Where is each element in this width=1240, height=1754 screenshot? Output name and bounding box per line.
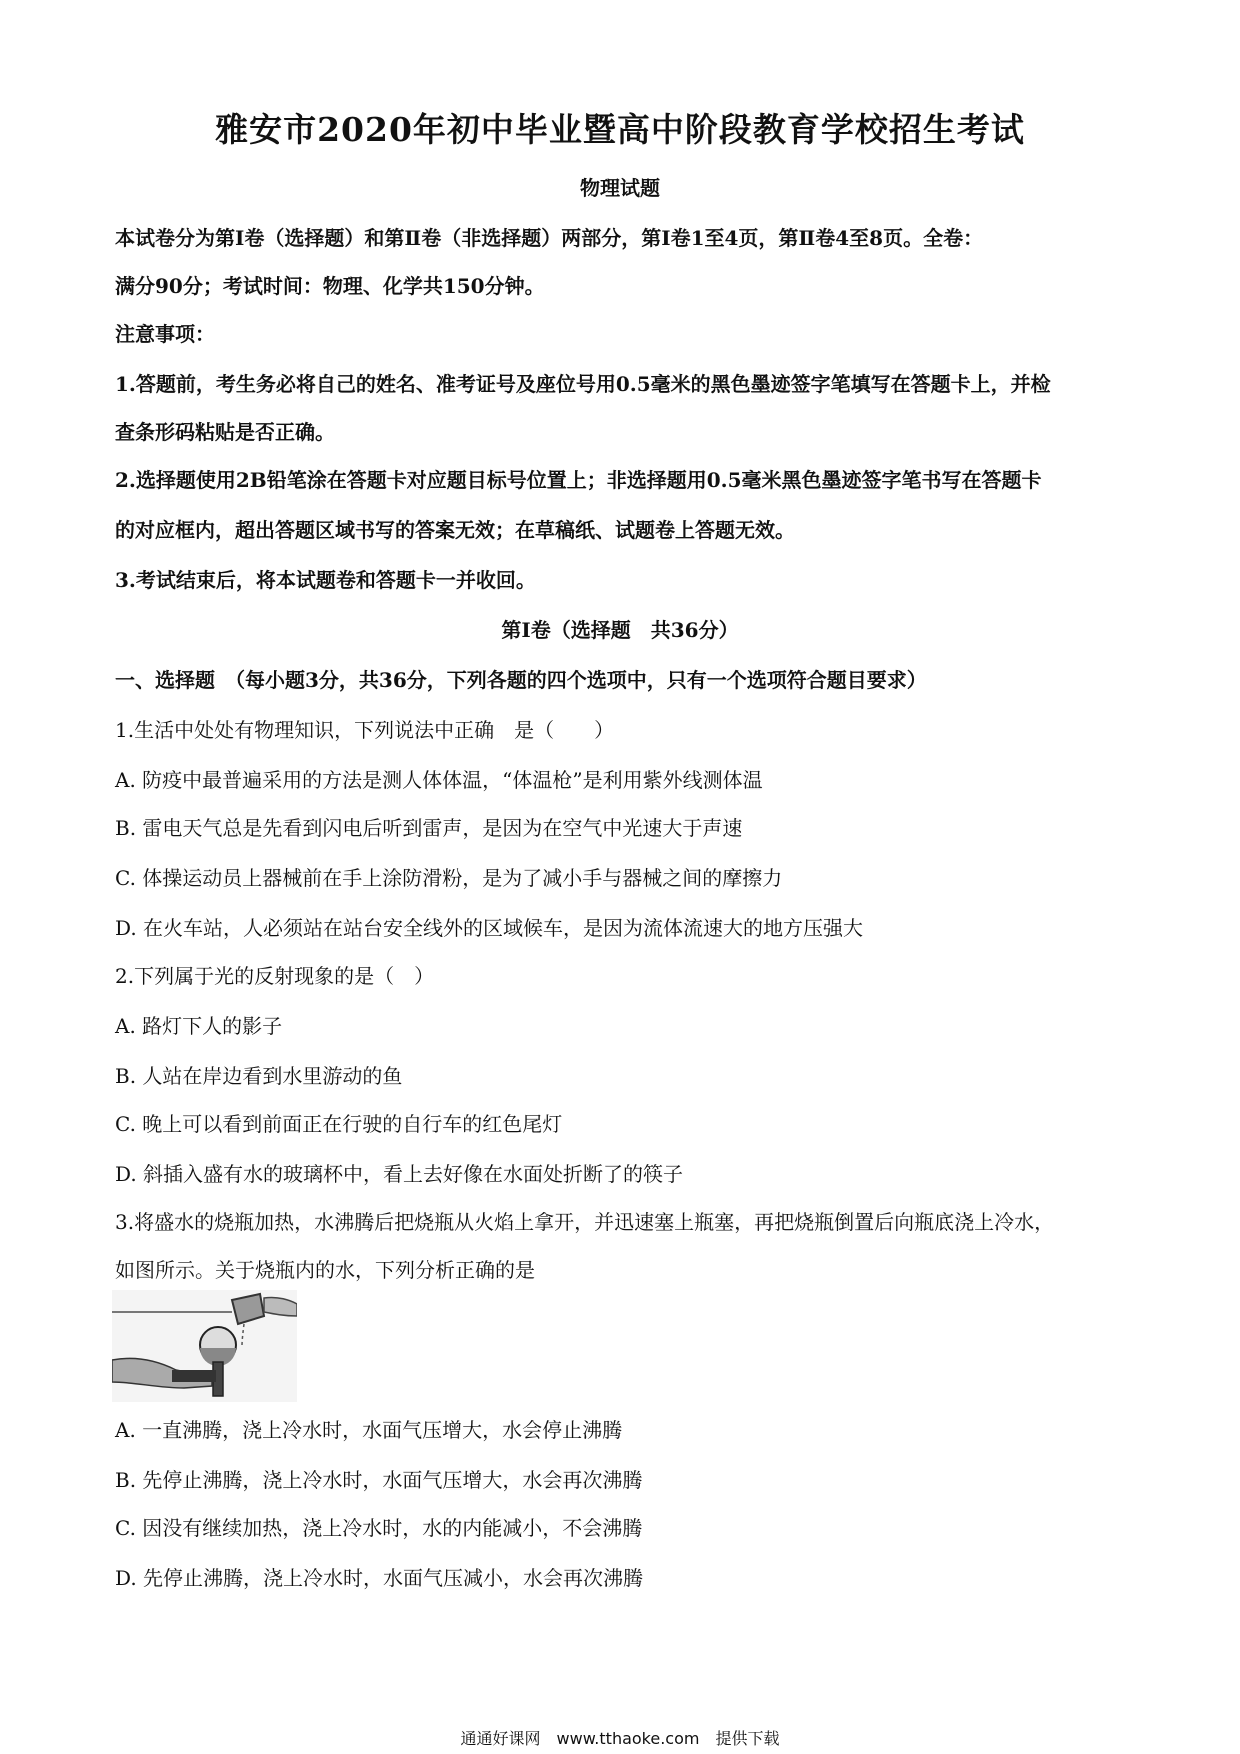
footer-source: 通通好课网 www.tthaoke.com 提供下载 (460, 1729, 780, 1748)
section-instructions: 一、选择题 （每小题3分，共36分，下列各题的四个选项中，只有一个选项符合题目要求） (115, 668, 927, 692)
question-option: D. 斜插入盛有水的玻璃杯中，看上去好像在水面处折断了的筷子 (115, 1162, 684, 1186)
question-option: C. 因没有继续加热，浇上冷水时，水的内能减小，不会沸腾 (115, 1516, 643, 1540)
question-option: D. 先停止沸腾，浇上冷水时，水面气压减小，水会再次沸腾 (115, 1566, 644, 1590)
question-stem: 如图所示。关于烧瓶内的水，下列分析正确的是 (115, 1258, 535, 1282)
flask-figure (112, 1290, 297, 1402)
question-stem: 1.生活中处处有物理知识，下列说法中正确 是（ ） (115, 718, 615, 742)
notice-item: 2.选择题使用2B铅笔涂在答题卡对应题目标号位置上；非选择题用0.5毫米黑色墨迹签字笔书写在答题卡 (115, 468, 1042, 492)
question-option: B. 雷电天气总是先看到闪电后听到雷声，是因为在空气中光速大于声速 (115, 816, 743, 840)
question-stem: 3.将盛水的烧瓶加热，水沸腾后把烧瓶从火焰上拿开，并迅速塞上瓶塞，再把烧瓶倒置后向瓶底浇上冷水， (115, 1210, 1055, 1234)
notice-item: 1.答题前，考生务必将自己的姓名、准考证号及座位号用0.5毫米的黑色墨迹签字笔填写在答题卡上，并检 (115, 372, 1051, 396)
notice-heading: 注意事项： (115, 322, 215, 346)
section-title: 第Ⅰ卷（选择题 共36分） (501, 618, 739, 642)
question-option: B. 先停止沸腾，浇上冷水时，水面气压增大，水会再次沸腾 (115, 1468, 643, 1492)
question-option: B. 人站在岸边看到水里游动的鱼 (115, 1064, 403, 1088)
notice-item: 查条形码粘贴是否正确。 (115, 420, 335, 444)
question-option: C. 体操运动员上器械前在手上涂防滑粉，是为了减小手与器械之间的摩擦力 (115, 866, 783, 890)
exam-subtitle: 物理试题 (580, 176, 660, 200)
intro-line-1: 本试卷分为第Ⅰ卷（选择题）和第Ⅱ卷（非选择题）两部分，第Ⅰ卷1至4页，第Ⅱ卷4至8页。全卷： (115, 226, 984, 250)
question-option: D. 在火车站，人必须站在站台安全线外的区域候车，是因为流体流速大的地方压强大 (115, 916, 864, 940)
question-option: A. 防疫中最普遍采用的方法是测人体体温，“体温枪”是利用紫外线测体温 (115, 768, 763, 792)
notice-item: 的对应框内，超出答题区域书写的答案无效；在草稿纸、试题卷上答题无效。 (115, 518, 795, 542)
notice-item: 3.考试结束后，将本试题卷和答题卡一并收回。 (115, 568, 536, 592)
question-stem: 2.下列属于光的反射现象的是（ ） (115, 964, 435, 988)
intro-line-2: 满分90分；考试时间：物理、化学共150分钟。 (115, 274, 545, 298)
question-option: A. 路灯下人的影子 (115, 1014, 283, 1038)
question-option: A. 一直沸腾，浇上冷水时，水面气压增大，水会停止沸腾 (115, 1418, 623, 1442)
exam-title: 雅安市2020年初中毕业暨高中阶段教育学校招生考试 (215, 110, 1025, 149)
question-option: C. 晚上可以看到前面正在行驶的自行车的红色尾灯 (115, 1112, 563, 1136)
